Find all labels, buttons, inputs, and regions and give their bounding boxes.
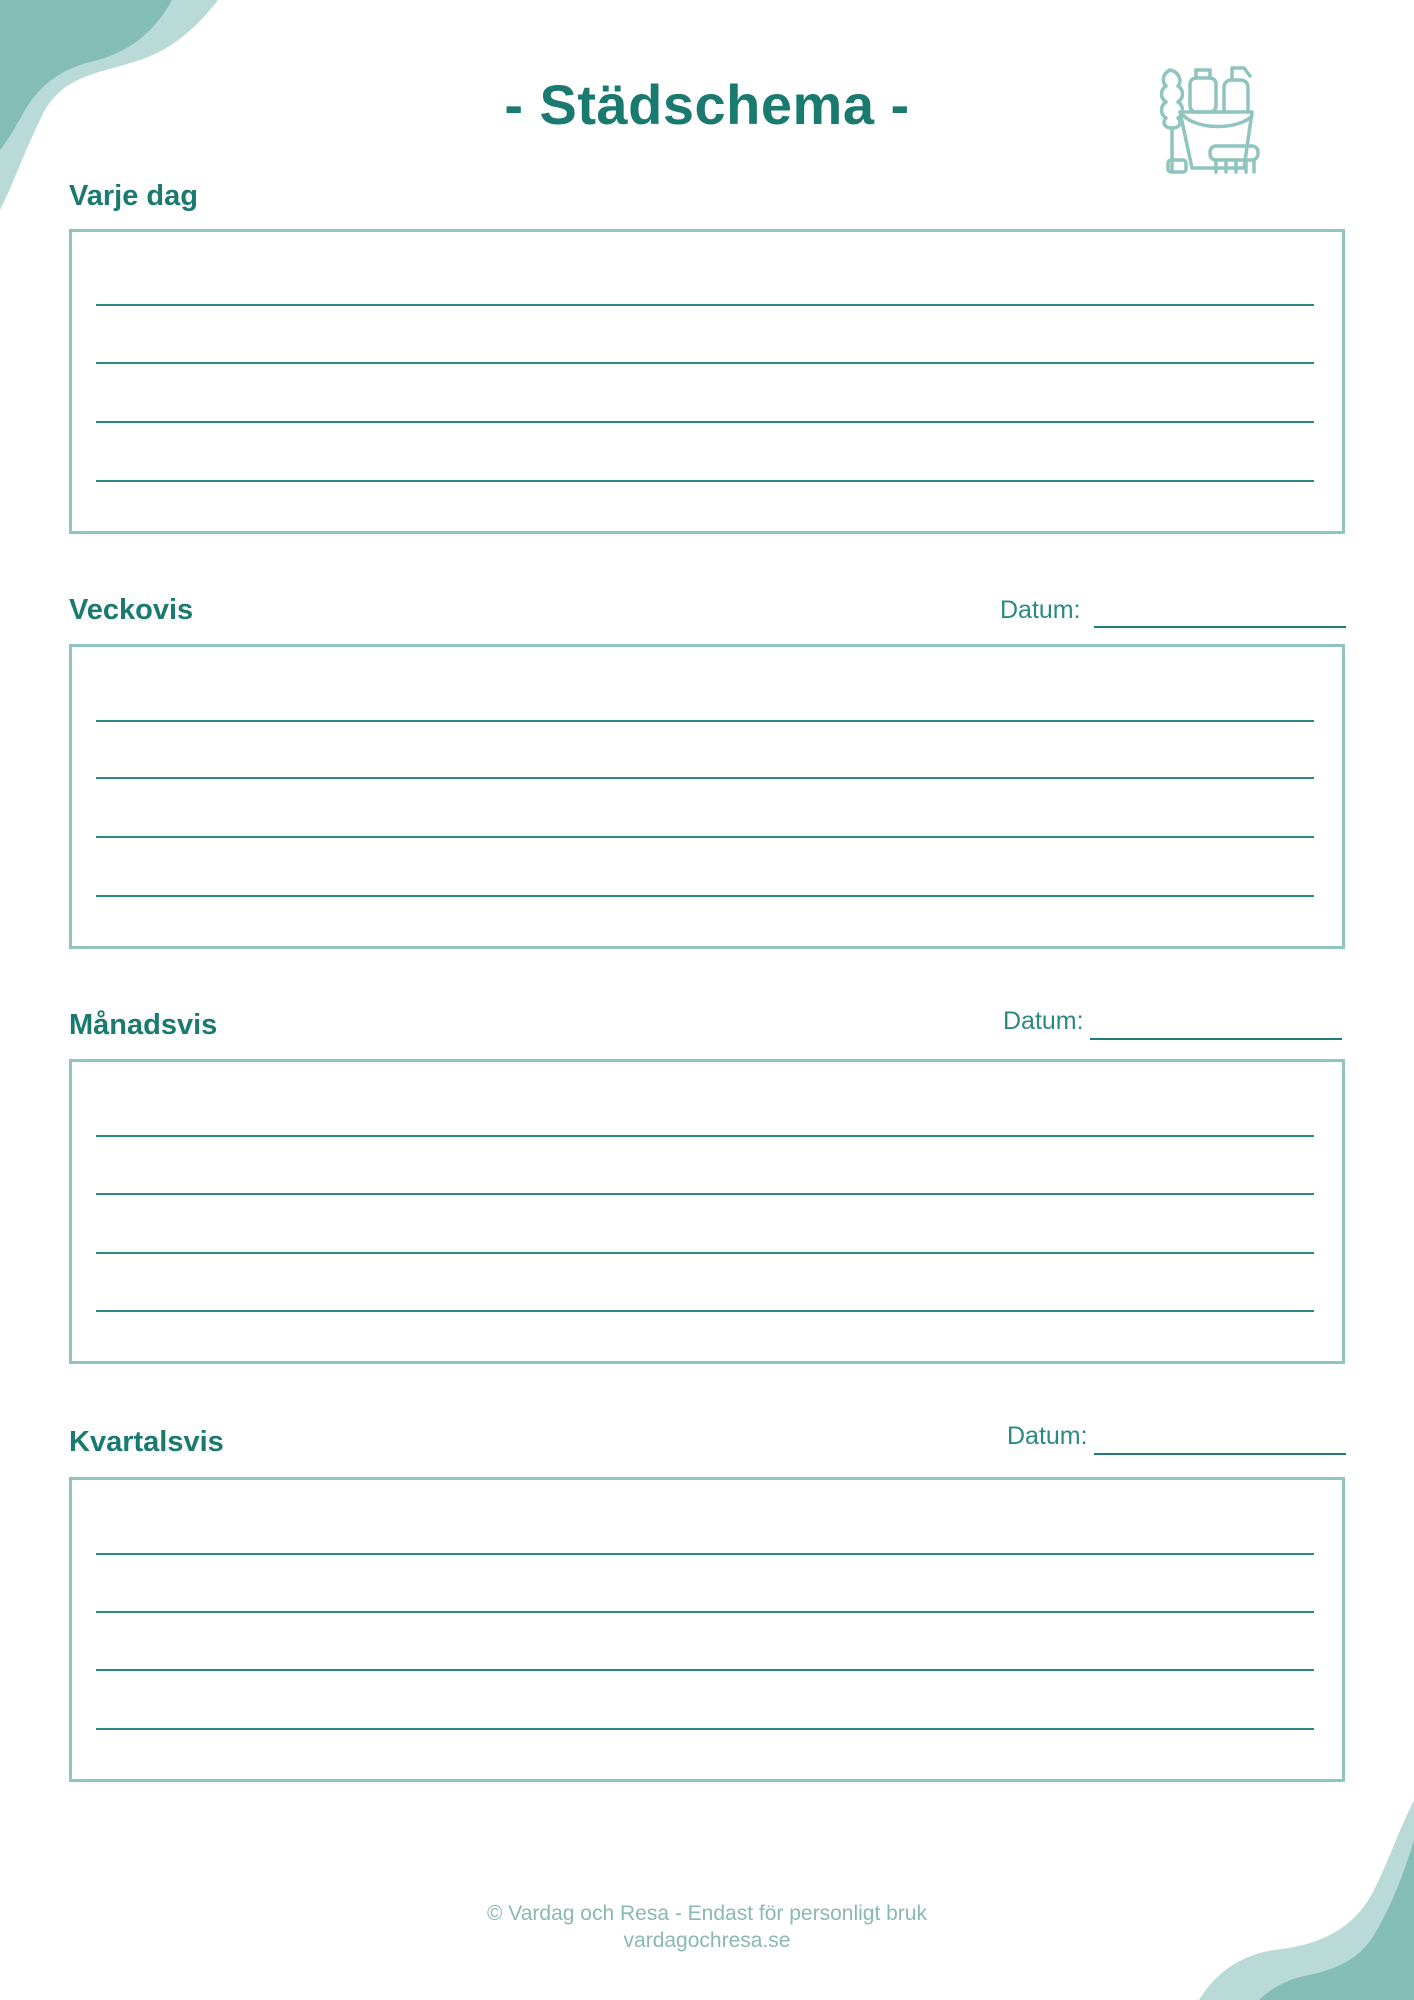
section-heading-quarterly: Kvartalsvis xyxy=(69,1426,224,1458)
writing-line[interactable] xyxy=(96,1310,1314,1312)
writing-line[interactable] xyxy=(96,1193,1314,1195)
page-title: - Städschema - xyxy=(504,73,910,136)
writing-line[interactable] xyxy=(96,1611,1314,1613)
date-label-weekly: Datum: xyxy=(1000,596,1081,624)
date-field-quarterly[interactable] xyxy=(1094,1453,1346,1455)
footer-website[interactable]: vardagochresa.se xyxy=(623,1929,791,1952)
writing-line[interactable] xyxy=(96,1252,1314,1254)
section-heading-weekly: Veckovis xyxy=(69,594,194,626)
weekly-tasks-box xyxy=(69,644,1345,949)
writing-line[interactable] xyxy=(96,895,1314,897)
section-heading-monthly: Månadsvis xyxy=(69,1009,218,1041)
writing-line[interactable] xyxy=(96,836,1314,838)
writing-line[interactable] xyxy=(96,777,1314,779)
writing-line[interactable] xyxy=(96,421,1314,423)
writing-line[interactable] xyxy=(96,720,1314,722)
daily-tasks-box xyxy=(69,229,1345,534)
writing-line[interactable] xyxy=(96,304,1314,306)
writing-line[interactable] xyxy=(96,480,1314,482)
date-label-monthly: Datum: xyxy=(1003,1007,1084,1035)
writing-line[interactable] xyxy=(96,1135,1314,1137)
date-label-quarterly: Datum: xyxy=(1007,1422,1088,1450)
corner-decoration-bottom-right xyxy=(1174,1780,1414,2000)
writing-line[interactable] xyxy=(96,1728,1314,1730)
writing-line[interactable] xyxy=(96,1669,1314,1671)
date-field-monthly[interactable] xyxy=(1090,1038,1342,1040)
cleaning-supplies-icon xyxy=(1148,60,1268,180)
quarterly-tasks-box xyxy=(69,1477,1345,1782)
writing-line[interactable] xyxy=(96,362,1314,364)
writing-line[interactable] xyxy=(96,1553,1314,1555)
monthly-tasks-box xyxy=(69,1059,1345,1364)
date-field-weekly[interactable] xyxy=(1094,626,1346,628)
section-heading-daily: Varje dag xyxy=(69,180,198,212)
footer-copyright: © Vardag och Resa - Endast för personligt bruk xyxy=(487,1902,927,1925)
